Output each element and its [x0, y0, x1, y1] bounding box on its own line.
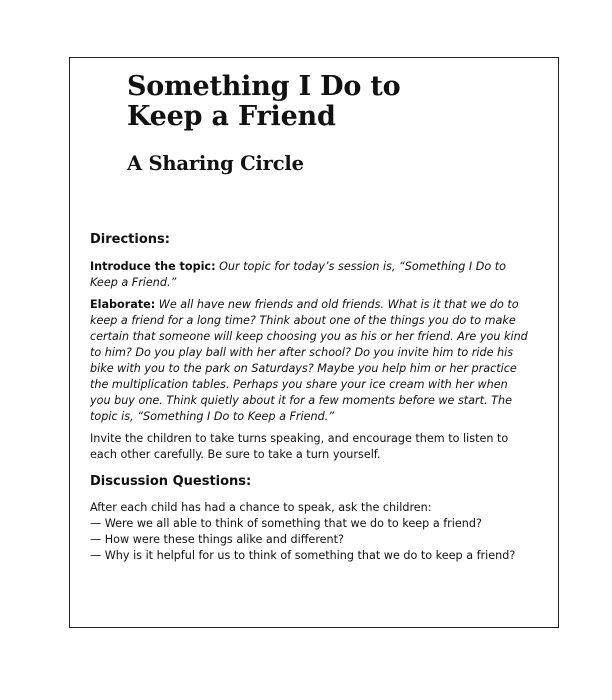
discussion-question: — Were we all able to think of something that we do to keep a friend?: [90, 517, 482, 530]
invite-paragraph: Invite the children to take turns speaking, and encourage them to listen to each other carefully. Be sure to take a turn yourself.: [90, 432, 509, 461]
discussion-question: — How were these things alike and different?: [90, 533, 344, 546]
discussion-intro: After each child has had a chance to speak, ask the children:: [90, 501, 432, 514]
introduce-text: Our topic for today’s session is, “Something I Do to Keep a Friend.”: [90, 260, 506, 289]
elaborate-lead: Elaborate:: [90, 298, 156, 311]
elaborate-text: We all have new friends and old friends. What is it that we do to keep a friend for a long time? Think about one of the things you do to make certain that someone will keep choosing you as his or her friend. Are you kind to him? Do you play ball with her after school? Do you invite him to ride his bike with you to the park on Saturdays? Maybe you help him or her practice the multiplication tables. Perhaps you share your ice cream with her when you buy one. Think quietly about it for a few moments before we start. The topic is, “Something I Do to Keep a Friend.”: [90, 298, 528, 423]
body-content: [90, 231, 530, 564]
elaborate-paragraph: [90, 297, 530, 425]
page-subtitle: A Sharing Circle: [127, 152, 304, 175]
introduce-paragraph: [90, 259, 530, 291]
introduce-lead: Introduce the topic:: [90, 260, 216, 273]
discussion-heading: Discussion Questions:: [90, 474, 252, 489]
directions-heading: Directions:: [90, 232, 170, 247]
discussion-question-list: [90, 516, 530, 564]
page-title: [127, 72, 507, 132]
title-line-2: Keep a Friend: [127, 101, 336, 132]
discussion-question: — Why is it helpful for us to think of something that we do to keep a friend?: [90, 549, 516, 562]
title-line-1: Something I Do to: [127, 71, 401, 102]
